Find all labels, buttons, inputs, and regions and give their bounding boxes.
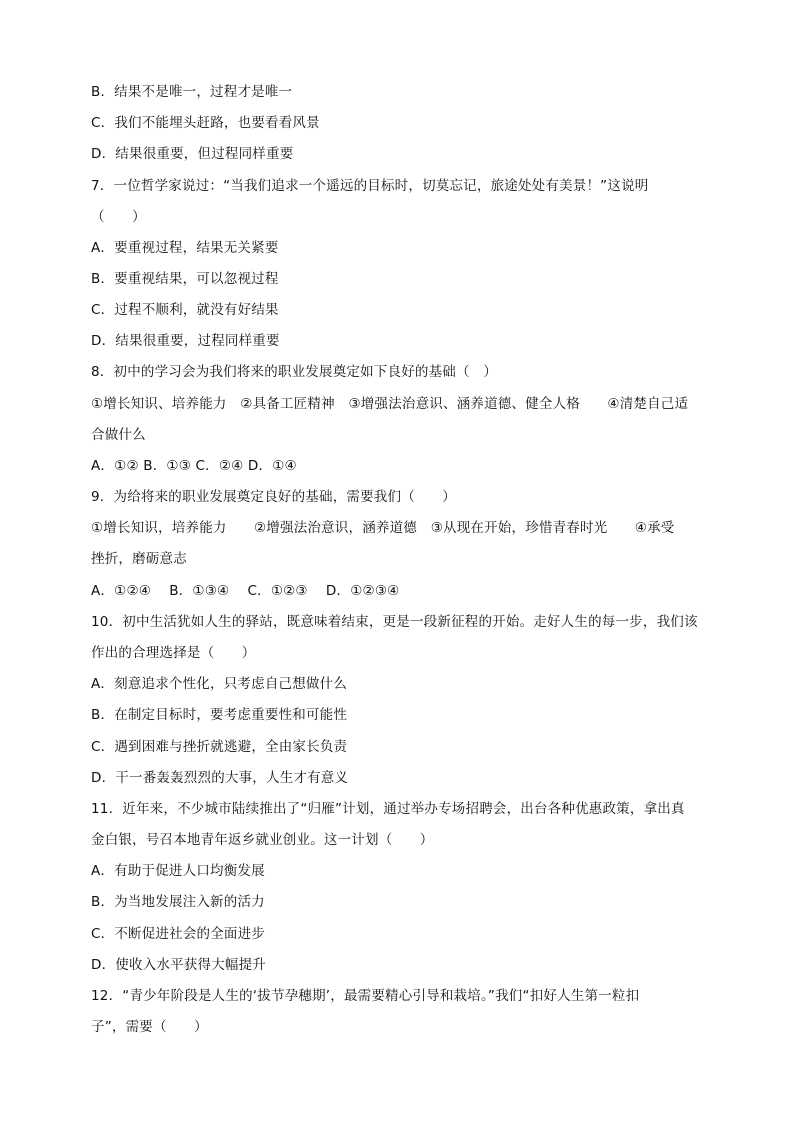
question-8-items-cont: 合做什么: [91, 427, 146, 443]
option-c-q6: C．我们不能埋头赶路，也要看看风景: [91, 115, 320, 131]
question-11-stem: 11．近年来，不少城市陆续推出了“归雁”计划，通过举办专场招聘会，出台各种优惠政策，拿出真: [91, 801, 685, 817]
question-9-items-cont: 挫折，磨砺意志: [91, 551, 187, 567]
option-b-q7: B．要重视结果，可以忽视过程: [91, 271, 279, 287]
option-d-q11: D．使收入水平获得大幅提升: [91, 957, 266, 973]
question-9-items: ①增长知识，培养能力 ②增强法治意识，涵养道德 ③从现在开始，珍惜青春时光 ④承受: [91, 520, 675, 536]
question-11-stem-cont: 金白银，号召本地青年返乡就业创业。这一计划（ ）: [91, 832, 434, 848]
option-d-q10: D．干一番轰轰烈烈的大事，人生才有意义: [91, 770, 349, 786]
question-7-stem-cont: （ ）: [91, 209, 146, 225]
option-b-q6: B．结果不是唯一，过程才是唯一: [91, 84, 293, 100]
option-a-q10: A．刻意追求个性化，只考虑自己想做什么: [91, 676, 348, 692]
question-8-stem: 8．初中的学习会为我们将来的职业发展奠定如下良好的基础（ ）: [91, 364, 498, 380]
question-8-items: ①增长知识、培养能力 ②具备工匠精神 ③增强法治意识、涵养道德、健全人格 ④清楚自己适: [91, 396, 689, 412]
option-d-q6: D．结果很重要，但过程同样重要: [91, 146, 294, 162]
question-10-stem: 10．初中生活犹如人生的驿站，既意味着结束，更是一段新征程的开始。走好人生的每一步，我们该: [91, 614, 698, 630]
question-10-stem-cont: 作出的合理选择是（ ）: [91, 645, 256, 661]
question-9-stem: 9．为给将来的职业发展奠定良好的基础，需要我们（ ）: [91, 489, 456, 505]
option-b-q10: B．在制定目标时，要考虑重要性和可能性: [91, 707, 348, 723]
option-c-q10: C．遇到困难与挫折就逃避，全由家长负责: [91, 739, 348, 755]
option-a-q7: A．要重视过程，结果无关紧要: [91, 240, 279, 256]
option-c-q7: C．过程不顺利，就没有好结果: [91, 302, 279, 318]
option-c-q11: C．不断促进社会的全面进步: [91, 926, 266, 942]
question-12-stem-cont: 子”，需要（ ）: [91, 1019, 208, 1035]
option-a-q11: A．有助于促进人口均衡发展: [91, 863, 265, 879]
question-7-stem: 7．一位哲学家说过：“当我们追求一个遥远的目标时，切莫忘记，旅途处处有美景！”这说明: [91, 178, 649, 194]
option-b-q11: B．为当地发展注入新的活力: [91, 894, 265, 910]
question-8-options: A．①② B．①③ C．②④ D．①④: [91, 458, 297, 474]
question-12-stem: 12．“青少年阶段是人生的‘拔节孕穗期’，最需要精心引导和栽培。”我们“扣好人生第一粒扣: [91, 988, 640, 1004]
question-9-options: A．①②④ B．①③④ C．①②③ D．①②③④: [91, 583, 400, 599]
option-d-q7: D．结果很重要，过程同样重要: [91, 333, 280, 349]
